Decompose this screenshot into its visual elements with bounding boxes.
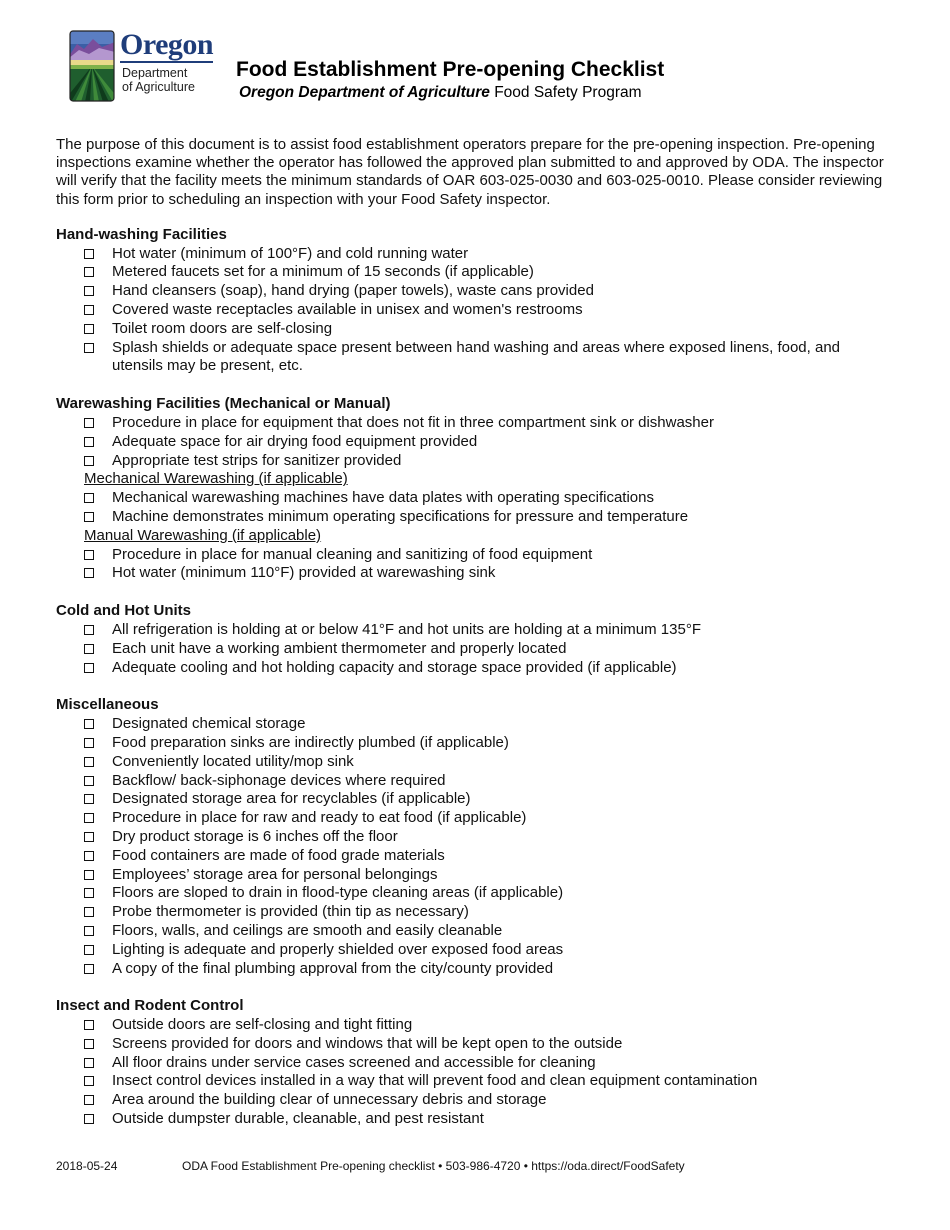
- checklist-item: [56, 941, 886, 960]
- checklist-item-label: Outside doors are self-closing and tight fitting: [112, 1016, 413, 1034]
- checklist-item-label: Backflow/ back-siphonage devices where required: [112, 771, 446, 789]
- checkbox[interactable]: [84, 1039, 94, 1049]
- checkbox[interactable]: [84, 1114, 94, 1124]
- checklist-item-label: Procedure in place for raw and ready to eat food (if applicable): [112, 809, 527, 827]
- footer-date: 2018-05-24: [56, 1159, 118, 1173]
- checklist-item: [56, 339, 886, 377]
- checkbox[interactable]: [84, 776, 94, 786]
- checkbox[interactable]: [84, 1095, 94, 1105]
- checklist-item-label: Floors are sloped to drain in flood-type cleaning areas (if applicable): [112, 884, 564, 902]
- checklist-item: [56, 772, 886, 791]
- checklist-item: [56, 866, 886, 885]
- checklist-item: [56, 790, 886, 809]
- logo-dept-line2: of Agriculture: [122, 80, 195, 94]
- checkbox[interactable]: [84, 1058, 94, 1068]
- checkbox[interactable]: [84, 851, 94, 861]
- checklist-item: [56, 621, 886, 640]
- checklist-item-label: Designated chemical storage: [112, 715, 306, 733]
- checklist-item-label: Adequate space for air drying food equipment provided: [112, 432, 478, 450]
- checkbox[interactable]: [84, 945, 94, 955]
- checklist-item: [56, 1091, 886, 1110]
- checkbox[interactable]: [84, 512, 94, 522]
- checkbox[interactable]: [84, 926, 94, 936]
- checkbox[interactable]: [84, 437, 94, 447]
- checklist-item: [56, 263, 886, 282]
- checklist-item-label: Appropriate test strips for sanitizer provided: [112, 451, 402, 469]
- checkbox[interactable]: [84, 813, 94, 823]
- checklist-content: [56, 136, 886, 1148]
- checklist-item-label: Area around the building clear of unnecessary debris and storage: [112, 1091, 547, 1109]
- subsection-heading: Mechanical Warewashing (if applicable): [84, 470, 348, 488]
- checklist-item: [56, 715, 886, 734]
- checklist-item-label: Probe thermometer is provided (thin tip as necessary): [112, 903, 469, 921]
- checklist-section: [56, 602, 886, 677]
- checklist-item: [56, 433, 886, 452]
- checkbox[interactable]: [84, 794, 94, 804]
- checklist-item-label: Metered faucets set for a minimum of 15 seconds (if applicable): [112, 263, 534, 281]
- checklist-item: [56, 546, 886, 565]
- checklist-item-label: All floor drains under service cases screened and accessible for cleaning: [112, 1053, 596, 1071]
- section-heading: Hand-washing Facilities: [56, 225, 227, 243]
- checkbox[interactable]: [84, 625, 94, 635]
- checkbox[interactable]: [84, 324, 94, 334]
- subtitle-program: Food Safety Program: [489, 84, 642, 101]
- checklist-item: [56, 753, 886, 772]
- page-title: Food Establishment Pre-opening Checklist: [236, 58, 665, 81]
- checkbox[interactable]: [84, 249, 94, 259]
- checklist-item: [56, 1072, 886, 1091]
- checkbox[interactable]: [84, 1076, 94, 1086]
- section-heading: Miscellaneous: [56, 696, 159, 714]
- checklist-item: [56, 640, 886, 659]
- checklist-item-label: Food containers are made of food grade materials: [112, 846, 445, 864]
- page-subtitle: [236, 83, 664, 103]
- checklist-item-label: Procedure in place for manual cleaning and sanitizing of food equipment: [112, 545, 593, 563]
- checklist-item-label: Hot water (minimum of 100°F) and cold running water: [112, 244, 469, 262]
- checklist-item-label: Designated storage area for recyclables (if applicable): [112, 790, 471, 808]
- page-footer: [56, 1159, 685, 1174]
- checklist-item-label: A copy of the final plumbing approval from the city/county provided: [112, 959, 554, 977]
- checklist-item: [56, 1110, 886, 1129]
- checklist-item-label: Adequate cooling and hot holding capacity and storage space provided (if applicable): [112, 658, 677, 676]
- intro-paragraph: The purpose of this document is to assist food establishment operators prepare for the pre-opening inspection. Pre-opening inspections examine whether the operator has followed the approved plan submitted to and approved by ODA. The inspector will verify that the facility meets the minimum standards of OAR 603-025-0030 and 603-025-0010. Please consider reviewing this form prior to scheduling an inspection with your Food Safety inspector.: [56, 136, 884, 208]
- checkbox[interactable]: [84, 267, 94, 277]
- checkbox[interactable]: [84, 418, 94, 428]
- section-heading: Cold and Hot Units: [56, 602, 191, 620]
- checkbox[interactable]: [84, 757, 94, 767]
- title-block: [236, 57, 664, 103]
- checklist-item-label: Toilet room doors are self-closing: [112, 319, 333, 337]
- checklist-item: [56, 1035, 886, 1054]
- checklist-item: [56, 245, 886, 264]
- checklist-item: [56, 452, 886, 471]
- checklist-item-label: Screens provided for doors and windows that will be kept open to the outside: [112, 1034, 623, 1052]
- checklist-item: [56, 659, 886, 678]
- checklist-item-label: Mechanical warewashing machines have data plates with operating specifications: [112, 489, 654, 507]
- checkbox[interactable]: [84, 493, 94, 503]
- checkbox[interactable]: [84, 644, 94, 654]
- checkbox[interactable]: [84, 907, 94, 917]
- subtitle-agency: Oregon Department of Agriculture: [239, 84, 490, 101]
- section-heading: Insect and Rodent Control: [56, 997, 244, 1015]
- checklist-item: [56, 282, 886, 301]
- logo-word-oregon: Oregon: [120, 28, 214, 61]
- checkbox[interactable]: [84, 832, 94, 842]
- checklist-item: [56, 414, 886, 433]
- checklist-item: [56, 903, 886, 922]
- checklist-item: [56, 301, 886, 320]
- checkbox[interactable]: [84, 456, 94, 466]
- checklist-item: [56, 960, 886, 979]
- checklist-item-label: Lighting is adequate and properly shielded over exposed food areas: [112, 940, 564, 958]
- checklist-item-label: Outside dumpster durable, cleanable, and pest resistant: [112, 1110, 484, 1128]
- checklist-item: [56, 884, 886, 903]
- checklist-item-label: All refrigeration is holding at or below 41°F and hot units are holding at a minimum 135°F: [112, 620, 701, 638]
- footer-text: ODA Food Establishment Pre-opening checklist • 503-986-4720 • https://oda.direct/FoodSafety: [182, 1159, 685, 1173]
- subsection-heading: Manual Warewashing (if applicable): [84, 526, 322, 544]
- checklist-item: [56, 922, 886, 941]
- checkbox[interactable]: [84, 888, 94, 898]
- checklist-item: [56, 508, 886, 527]
- checkbox[interactable]: [84, 738, 94, 748]
- checklist-item-label: Food preparation sinks are indirectly plumbed (if applicable): [112, 733, 509, 751]
- section-heading: Warewashing Facilities (Mechanical or Manual): [56, 395, 391, 413]
- checkbox[interactable]: [84, 1020, 94, 1030]
- logo-wordmark: [120, 30, 212, 94]
- checklist-item-label: Floors, walls, and ceilings are smooth and easily cleanable: [112, 921, 503, 939]
- checklist-item-label: Hot water (minimum 110°F) provided at warewashing sink: [112, 564, 496, 582]
- checklist-item: [56, 1016, 886, 1035]
- checkbox[interactable]: [84, 870, 94, 880]
- checklist-item-label: Splash shields or adequate space present between hand washing and areas where exposed linens, food, and utensils may be present, etc.: [112, 338, 841, 375]
- checklist-item: [56, 809, 886, 828]
- checklist-item-label: Insect control devices installed in a way that will prevent food and clean equipment contamination: [112, 1072, 758, 1090]
- checklist-item-label: Conveniently located utility/mop sink: [112, 752, 354, 770]
- logo-dept-line1: Department: [122, 66, 188, 80]
- checklist-item: [56, 320, 886, 339]
- checklist-item-label: Hand cleansers (soap), hand drying (paper towels), waste cans provided: [112, 282, 594, 300]
- oda-logo: [69, 28, 214, 104]
- checkbox[interactable]: [84, 286, 94, 296]
- oregon-farm-landscape-logo-icon: [69, 30, 115, 102]
- checklist-item: [56, 734, 886, 753]
- checklist-section: [56, 395, 886, 583]
- checklist-section: [56, 226, 886, 376]
- checkbox[interactable]: [84, 305, 94, 315]
- checklist-item-label: Employees’ storage area for personal belongings: [112, 865, 438, 883]
- checklist-item: [56, 847, 886, 866]
- checklist-item-label: Each unit have a working ambient thermometer and properly located: [112, 639, 567, 657]
- checklist-item: [56, 489, 886, 508]
- checklist-item-label: Dry product storage is 6 inches off the floor: [112, 827, 398, 845]
- checkbox[interactable]: [84, 550, 94, 560]
- checklist-section: [56, 696, 886, 978]
- checklist-item-label: Covered waste receptacles available in unisex and women's restrooms: [112, 301, 583, 318]
- checkbox[interactable]: [84, 964, 94, 974]
- checklist-item: [56, 828, 886, 847]
- checklist-section: [56, 997, 886, 1129]
- checklist-item-label: Procedure in place for equipment that does not fit in three compartment sink or dishwasher: [112, 413, 714, 431]
- checkbox[interactable]: [84, 663, 94, 673]
- checklist-item: [56, 1054, 886, 1073]
- checkbox[interactable]: [84, 719, 94, 729]
- checklist-item: [56, 564, 886, 583]
- checklist-sections: [56, 226, 886, 1129]
- checklist-item-label: Machine demonstrates minimum operating specifications for pressure and temperature: [112, 507, 689, 525]
- checkbox[interactable]: [84, 343, 94, 353]
- checkbox[interactable]: [84, 568, 94, 578]
